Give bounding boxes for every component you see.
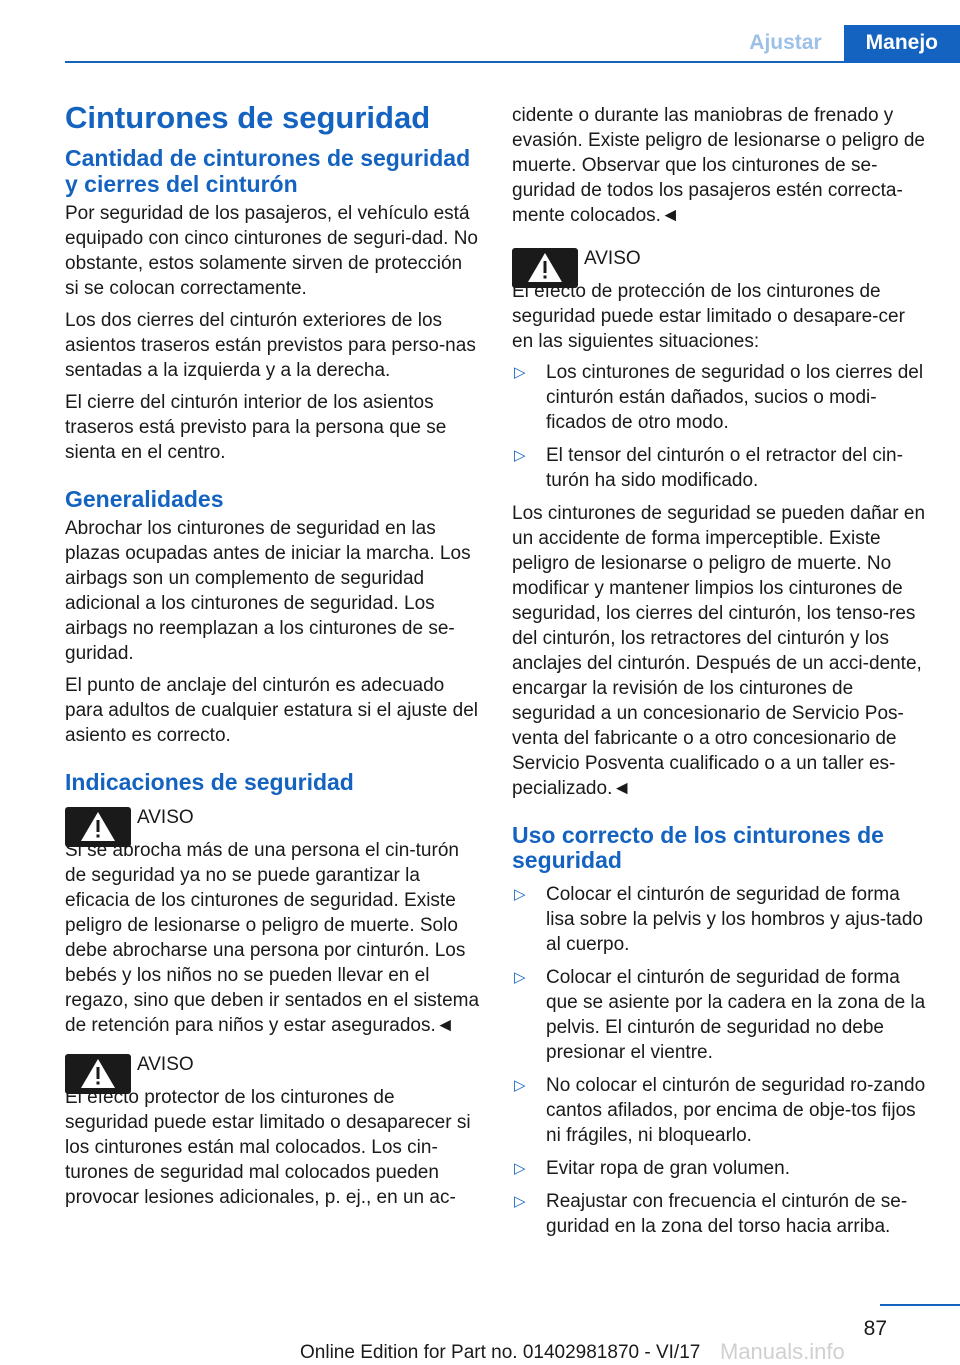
- warning-text: El efecto de protección de los cinturones de seguridad puede estar limitado o desapare‐cer en las siguientes situaciones:: [512, 281, 905, 352]
- section-heading-indicaciones: Indicaciones de seguridad: [65, 769, 354, 796]
- triangle-bullet-icon: ▷: [514, 885, 526, 903]
- warning-block: [512, 246, 928, 354]
- right-column: [512, 103, 928, 1247]
- paragraph: El punto de anclaje del cinturón es adecuado para adultos de cualquier estatura si el ajuste del asiento es correcto.: [65, 675, 478, 747]
- list-item: ▷ Los cinturones de seguridad o los cierres del cinturón están dañados, sucios o modi‐ficados de otro modo.: [514, 362, 924, 433]
- paragraph: cidente o durante las maniobras de frenado y evasión. Existe peligro de lesionarse o peligro de muerte. Observar que los cinturones de se‐guridad de todos los pasajeros estén correcta‐mente colocados.◄: [512, 105, 925, 226]
- triangle-bullet-icon: ▷: [514, 364, 526, 381]
- warning-label: AVISO: [584, 248, 641, 269]
- warning-text: Si se abrocha más de una persona el cin‐turón de seguridad ya no se puede garantizar la eficacia de los cinturones de seguridad. Existe peligro de lesionarse o peligro de muerte. Solo debe abrocharse una persona por cinturón. Los bebés y los niños no se pueden llevar en el regazo, sino que deben ir sentados en el sistema de retención para niños y estar asegurados.◄: [65, 840, 480, 1037]
- list-item: ▷ El tensor del cinturón o el retractor del cin‐turón ha sido modificado.: [514, 445, 903, 491]
- footer-edition: Online Edition for Part no. 01402981870 - VI/17: [300, 1342, 701, 1363]
- watermark: Manuals.info: [720, 1339, 845, 1364]
- warning-text: El efecto protector de los cinturones de seguridad puede estar limitado o desaparecer si los cinturones están mal colocados. Los cin‐turones de seguridad mal colocados pueden provocar lesiones adicionales, p. ej., en un ac‐: [65, 1087, 471, 1209]
- list-item: ▷ Reajustar con frecuencia el cinturón de se‐guridad en la zona del torso hacia arriba.: [514, 1190, 908, 1237]
- footer-rule: [880, 1304, 960, 1306]
- list-item: ▷ Colocar el cinturón de seguridad de forma lisa sobre la pelvis y los hombros y ajus‐tado al cuerpo.: [514, 883, 924, 955]
- triangle-bullet-icon: ▷: [514, 968, 526, 986]
- paragraph: Los dos cierres del cinturón exteriores de los asientos traseros están previstos para perso‐nas sentadas a la izquierda y a la derecha.: [65, 309, 476, 381]
- header-rule: [65, 61, 960, 63]
- section-heading-generalidades: Generalidades: [65, 485, 224, 512]
- triangle-bullet-icon: ▷: [514, 447, 526, 464]
- warning-block: [65, 805, 480, 1038]
- tab-manejo[interactable]: Manejo: [844, 25, 960, 61]
- section-heading-uso-correcto: Uso correcto de los cinturones de seguridad: [512, 822, 884, 874]
- list-item: ▷ Colocar el cinturón de seguridad de forma que se asiente por la cadera en la zona de la pelvis. El cinturón de seguridad no debe presionar el vientre.: [514, 966, 926, 1063]
- warning-label: AVISO: [137, 807, 194, 829]
- list-item: ▷ No colocar el cinturón de seguridad ro‐zando cantos afilados, por encima de obje‐tos fijos ni frágiles, ni bloquearlo.: [514, 1074, 926, 1146]
- triangle-bullet-icon: ▷: [514, 1076, 526, 1094]
- header-tabs: [727, 25, 960, 61]
- paragraph: Los cinturones de seguridad se pueden dañar en un accidente de forma imperceptible. Existe peligro de lesionarse o peligro de muerte. No modificar y mantener limpios los cinturones de seguridad, los cierres del cinturón, los tenso‐res del cinturón, los retractores del cinturón y los anclajes del cinturón. Después de un acci‐dente, encargar la revisión de los cinturones de seguridad a un concesionario de Servicio Pos‐venta del fabricante o a otro concesionario de Servicio Posventa cualificado o a un taller es‐pecializado.◄: [512, 503, 926, 799]
- warning-block: [65, 1052, 480, 1210]
- section-heading-cantidad: Cantidad de cinturones de seguridad y cierres del cinturón: [65, 145, 471, 197]
- triangle-bullet-icon: ▷: [514, 1159, 526, 1177]
- paragraph: Por seguridad de los pasajeros, el vehículo está equipado con cinco cinturones de seguri‐dad. No obstante, estos solamente sirven de protección si se colocan correctamente.: [65, 202, 478, 299]
- warning-bullet-list: [512, 360, 928, 493]
- list-item: ▷ Evitar ropa de gran volumen.: [514, 1157, 790, 1179]
- usage-bullet-list: [512, 882, 928, 1239]
- warning-label: AVISO: [137, 1054, 194, 1076]
- page-title: Cinturones de seguridad: [65, 100, 431, 135]
- page-number: 87: [863, 1317, 887, 1340]
- left-column: [65, 98, 480, 1224]
- paragraph: El cierre del cinturón interior de los asientos traseros está previsto para la persona que se sienta en el centro.: [65, 391, 447, 463]
- triangle-bullet-icon: ▷: [514, 1192, 526, 1210]
- paragraph: Abrochar los cinturones de seguridad en las plazas ocupadas antes de iniciar la marcha. Los airbags son un complemento de seguridad adicional a los cinturones de seguridad. Los airbags no reemplazan a los cinturones de se‐guridad.: [65, 518, 471, 665]
- tab-ajustar[interactable]: Ajustar: [727, 25, 843, 61]
